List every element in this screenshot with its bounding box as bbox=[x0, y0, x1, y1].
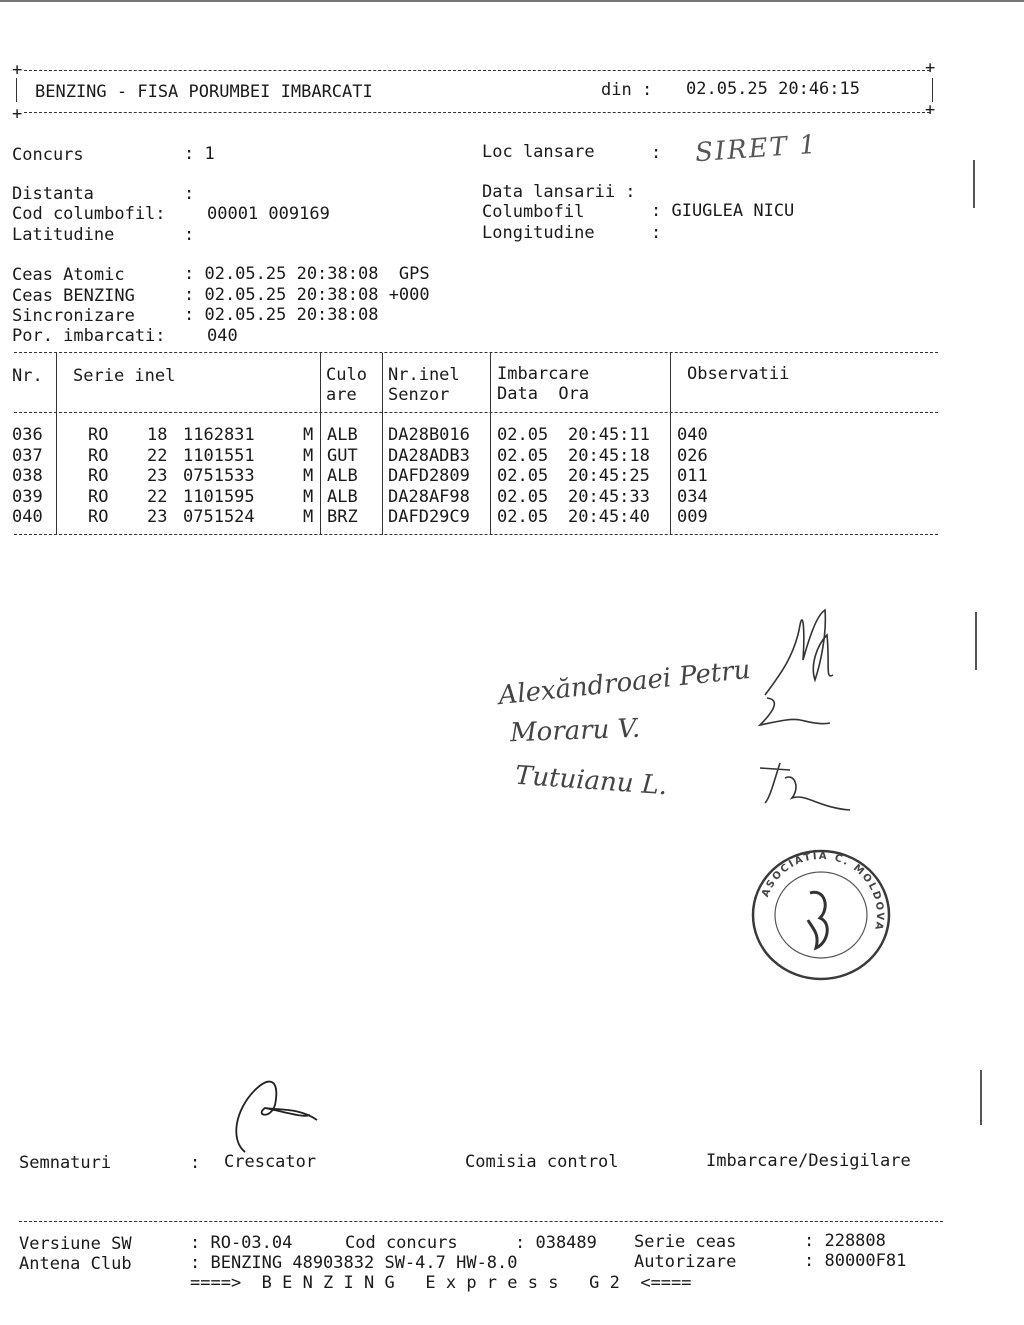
header-top-border bbox=[24, 70, 930, 71]
header-bottom-corner-left: + bbox=[12, 104, 23, 124]
row-sex: M bbox=[303, 507, 314, 527]
row-nr: 038 bbox=[12, 466, 43, 486]
data-lansarii-label: Data lansarii : bbox=[482, 182, 636, 202]
row-nr: 040 bbox=[12, 507, 43, 527]
autorizare-value: : 80000F81 bbox=[804, 1251, 907, 1271]
header-nr-inel-2: Senzor bbox=[388, 385, 450, 405]
header-left-border bbox=[16, 78, 17, 102]
column-divider-nr bbox=[56, 353, 57, 535]
row-sex: M bbox=[303, 466, 314, 486]
cod-concurs-value: : 038489 bbox=[515, 1233, 597, 1253]
row-ring-serial: 1162831 bbox=[183, 425, 255, 445]
committee-signature-3 bbox=[750, 758, 855, 816]
row-sex: M bbox=[303, 486, 314, 507]
distanta-label: Distanta bbox=[12, 184, 94, 204]
row-ring-serial: 0751533 bbox=[183, 466, 255, 486]
antena-club-label: Antena Club bbox=[19, 1254, 132, 1274]
columbofil-label: Columbofil bbox=[482, 202, 585, 222]
committee-name-1: Alexăndroaei Petru bbox=[497, 654, 752, 712]
ceas-atomic-value: : 02.05.25 20:38:08 GPS bbox=[184, 264, 430, 284]
row-color: ALB bbox=[327, 425, 358, 445]
row-time: 20:45:11 bbox=[568, 425, 650, 445]
row-year: 22 bbox=[147, 486, 168, 507]
committee-name-2: Moraru V. bbox=[509, 713, 641, 749]
header-imbarcare-2: Data Ora bbox=[497, 384, 590, 404]
row-country: RO bbox=[88, 466, 109, 486]
scan-artifact-1 bbox=[973, 160, 975, 208]
header-nr-inel-1: Nr.inel bbox=[388, 365, 460, 385]
semnaturi-label: Semnaturi bbox=[19, 1153, 112, 1173]
row-time: 20:45:18 bbox=[568, 445, 650, 466]
loc-lansare-value: SIRET 1 bbox=[694, 129, 819, 169]
grower-signature bbox=[225, 1070, 325, 1156]
latitudine-sep: : bbox=[184, 225, 195, 245]
cod-columbofil-value: 00001 009169 bbox=[207, 204, 330, 224]
row-date: 02.05 bbox=[497, 486, 549, 507]
distanta-sep: : bbox=[184, 184, 195, 204]
sincronizare-label: Sincronizare bbox=[12, 306, 135, 326]
row-observations: 034 bbox=[677, 486, 708, 507]
row-country: RO bbox=[88, 507, 109, 527]
header-culoare-2: are bbox=[326, 385, 357, 405]
row-time: 20:45:40 bbox=[568, 507, 650, 527]
crescator-label: Crescator bbox=[224, 1152, 317, 1172]
loc-lansare-sep: : bbox=[651, 143, 662, 163]
row-observations: 009 bbox=[677, 507, 708, 527]
row-year: 18 bbox=[147, 425, 168, 445]
latitudine-label: Latitudine bbox=[12, 225, 115, 245]
row-observations: 040 bbox=[677, 425, 708, 445]
header-top-corner-left: + bbox=[12, 60, 23, 80]
header-din-value: 02.05.25 20:46:15 bbox=[686, 79, 860, 99]
row-ring-serial: 0751524 bbox=[183, 507, 255, 527]
serie-ceas-value: : 228808 bbox=[804, 1231, 886, 1251]
row-color: BRZ bbox=[327, 507, 358, 527]
row-date: 02.05 bbox=[497, 466, 549, 486]
concurs-label: Concurs bbox=[12, 145, 84, 165]
column-divider-serie bbox=[320, 353, 321, 535]
row-date: 02.05 bbox=[497, 445, 549, 466]
header-bottom-corner-right: + bbox=[925, 100, 936, 120]
header-top-corner-right: + bbox=[925, 58, 936, 78]
ceas-atomic-label: Ceas Atomic bbox=[12, 265, 125, 285]
row-sensor: DAFD29C9 bbox=[388, 507, 470, 527]
header-imbarcare-1: Imbarcare bbox=[497, 364, 590, 384]
row-observations: 011 bbox=[677, 466, 708, 486]
header-din-label: din : bbox=[601, 80, 653, 100]
longitudine-sep: : bbox=[651, 223, 662, 243]
antena-club-value: : BENZING 48903832 SW-4.7 HW-8.0 bbox=[190, 1253, 518, 1273]
versiune-sw-value: : RO-03.04 bbox=[190, 1233, 293, 1253]
concurs-value: : 1 bbox=[184, 144, 215, 164]
serie-ceas-label: Serie ceas bbox=[634, 1232, 737, 1252]
comisia-control-label: Comisia control bbox=[465, 1152, 619, 1172]
table-header-bottom-border bbox=[14, 412, 938, 413]
por-imbarcati-value: 040 bbox=[207, 326, 238, 346]
cod-columbofil-label: Cod columbofil: bbox=[12, 204, 166, 224]
scan-top-edge bbox=[0, 0, 1024, 2]
versiune-sw-label: Versiune SW bbox=[19, 1234, 132, 1254]
row-country: RO bbox=[88, 425, 109, 445]
header-right-border bbox=[932, 78, 933, 102]
header-observatii: Observatii bbox=[687, 364, 790, 384]
autorizare-label: Autorizare bbox=[634, 1252, 737, 1272]
row-year: 23 bbox=[147, 507, 168, 527]
row-color: ALB bbox=[327, 466, 358, 486]
header-title: BENZING - FISA PORUMBEI IMBARCATI bbox=[35, 82, 373, 102]
row-ring-serial: 1101551 bbox=[183, 445, 255, 466]
cod-concurs-label: Cod concurs bbox=[345, 1233, 458, 1253]
scan-artifact-3 bbox=[980, 1070, 982, 1125]
row-time: 20:45:33 bbox=[568, 486, 650, 507]
row-date: 02.05 bbox=[497, 507, 549, 527]
row-sensor: DA28ADB3 bbox=[388, 445, 470, 466]
club-stamp bbox=[750, 848, 892, 982]
row-sex: M bbox=[303, 425, 314, 445]
footer-top-border bbox=[19, 1221, 943, 1222]
row-nr: 039 bbox=[12, 486, 43, 507]
table-top-border bbox=[14, 352, 938, 353]
row-sensor: DA28B016 bbox=[388, 425, 470, 445]
benzing-express-banner: ====> B E N Z I N G E x p r e s s G 2 <==== bbox=[190, 1273, 692, 1293]
committee-signature-1 bbox=[755, 605, 835, 700]
row-time: 20:45:25 bbox=[568, 466, 650, 486]
row-country: RO bbox=[88, 486, 109, 507]
longitudine-label: Longitudine bbox=[482, 223, 595, 243]
row-color: GUT bbox=[327, 445, 358, 466]
ceas-benzing-label: Ceas BENZING bbox=[12, 286, 135, 306]
header-bottom-border bbox=[24, 112, 930, 113]
row-sex: M bbox=[303, 445, 314, 466]
committee-name-3: Tutuianu L. bbox=[514, 760, 669, 802]
loc-lansare-label: Loc lansare bbox=[482, 142, 595, 162]
header-nr: Nr. bbox=[12, 366, 43, 386]
column-divider-imbarcare bbox=[670, 353, 671, 535]
semnaturi-sep: : bbox=[190, 1153, 201, 1173]
row-ring-serial: 1101595 bbox=[183, 486, 255, 507]
column-divider-senzor bbox=[490, 353, 491, 535]
imbarcare-desigilare-label: Imbarcare/Desigilare bbox=[706, 1151, 911, 1171]
row-year: 23 bbox=[147, 466, 168, 486]
sincronizare-value: : 02.05.25 20:38:08 bbox=[184, 305, 379, 325]
column-divider-culoare bbox=[382, 353, 383, 535]
row-observations: 026 bbox=[677, 445, 708, 466]
scan-artifact-2 bbox=[975, 612, 977, 670]
table-bottom-border bbox=[14, 534, 938, 535]
row-nr: 037 bbox=[12, 445, 43, 466]
row-color: ALB bbox=[327, 486, 358, 507]
header-serie-inel: Serie inel bbox=[73, 366, 176, 386]
ceas-benzing-value: : 02.05.25 20:38:08 +000 bbox=[184, 285, 430, 305]
row-date: 02.05 bbox=[497, 425, 549, 445]
row-sensor: DAFD2809 bbox=[388, 466, 470, 486]
row-year: 22 bbox=[147, 445, 168, 466]
committee-signature-2 bbox=[755, 690, 835, 740]
header-culoare-1: Culo bbox=[326, 365, 367, 385]
row-country: RO bbox=[88, 445, 109, 466]
row-nr: 036 bbox=[12, 425, 43, 445]
por-imbarcati-label: Por. imbarcati: bbox=[12, 326, 166, 346]
stamp-text: ASOCIATIA C. MOLDOVA bbox=[760, 850, 886, 933]
columbofil-value: : GIUGLEA NICU bbox=[651, 201, 795, 221]
row-sensor: DA28AF98 bbox=[388, 486, 470, 507]
